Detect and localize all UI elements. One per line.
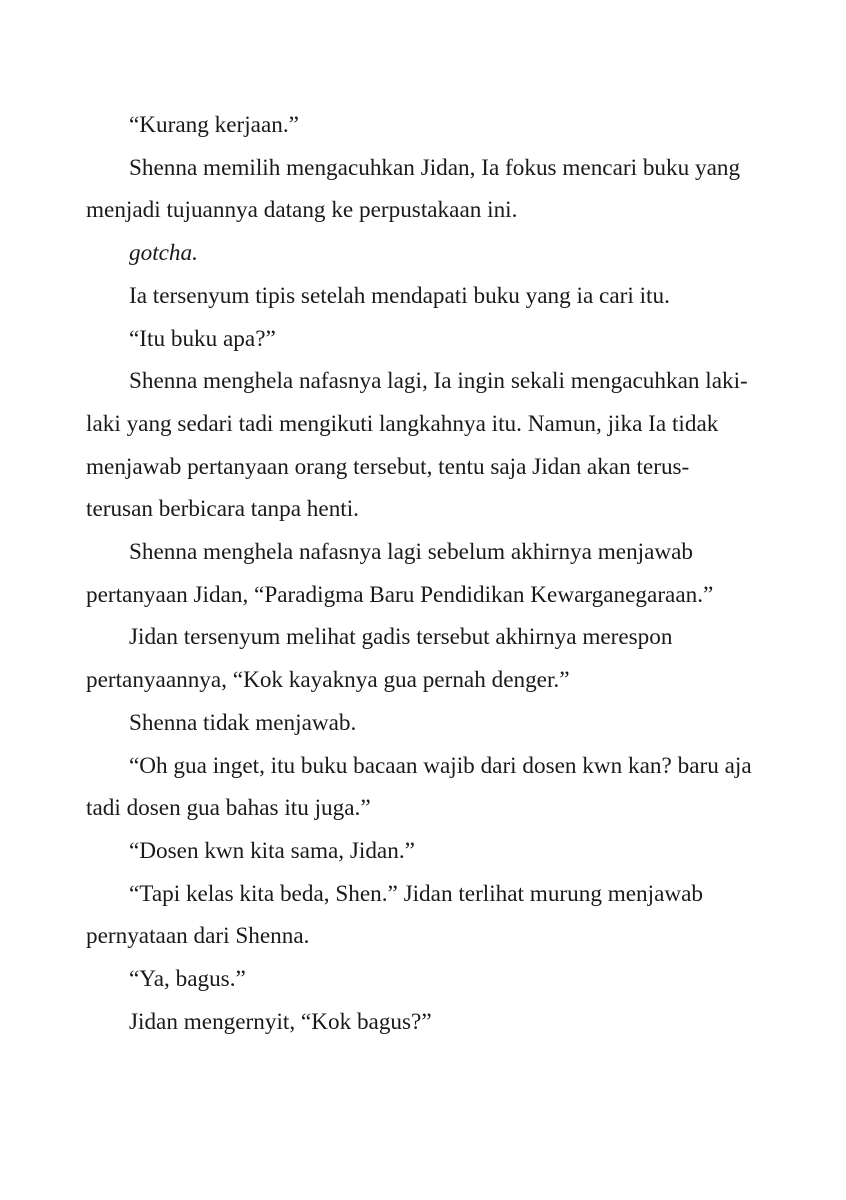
paragraph: “Tapi kelas kita beda, Shen.” Jidan terlihat murung menjawab pernyataan dari Shenna. [86,880,704,950]
paragraph: gotcha. [129,240,198,267]
body-text [86,104,756,1043]
paragraph: Ia tersenyum tipis setelah mendapati buku yang ia cari itu. [129,282,670,309]
paragraph: Shenna tidak menjawab. [129,709,357,736]
paragraph: Jidan mengernyit, “Kok bagus?” [129,1008,432,1035]
paragraph: Shenna menghela nafasnya lagi sebelum akhirnya menjawab pertanyaan Jidan, “Paradigma Baru Pendidikan Kewarganegaraan.” [86,539,714,608]
paragraph: “Ya, bagus.” [129,966,246,993]
paragraph: Shenna menghela nafasnya lagi, Ia ingin sekali mengacuhkan laki-laki yang sedari tadi mengikuti langkahnya itu. Namun, jika Ia tidak menjawab pertanyaan orang tersebut, tentu saja Jidan akan terus-terusan berbicara tanpa henti. [86,368,748,523]
paragraph: “Kurang kerjaan.” [129,112,299,138]
paragraph: “Oh gua inget, itu buku bacaan wajib dari dosen kwn kan? baru aja tadi dosen gua bahas itu juga.” [86,752,752,822]
paragraph: Jidan tersenyum melihat gadis tersebut akhirnya merespon pertanyaannya, “Kok kayaknya gua pernah denger.” [86,624,673,694]
paragraph: “Itu buku apa?” [129,325,276,352]
paragraph: Shenna memilih mengacuhkan Jidan, Ia fokus mencari buku yang menjadi tujuannya datang ke perpustakaan ini. [86,154,741,224]
paragraph: “Dosen kwn kita sama, Jidan.” [129,837,415,864]
